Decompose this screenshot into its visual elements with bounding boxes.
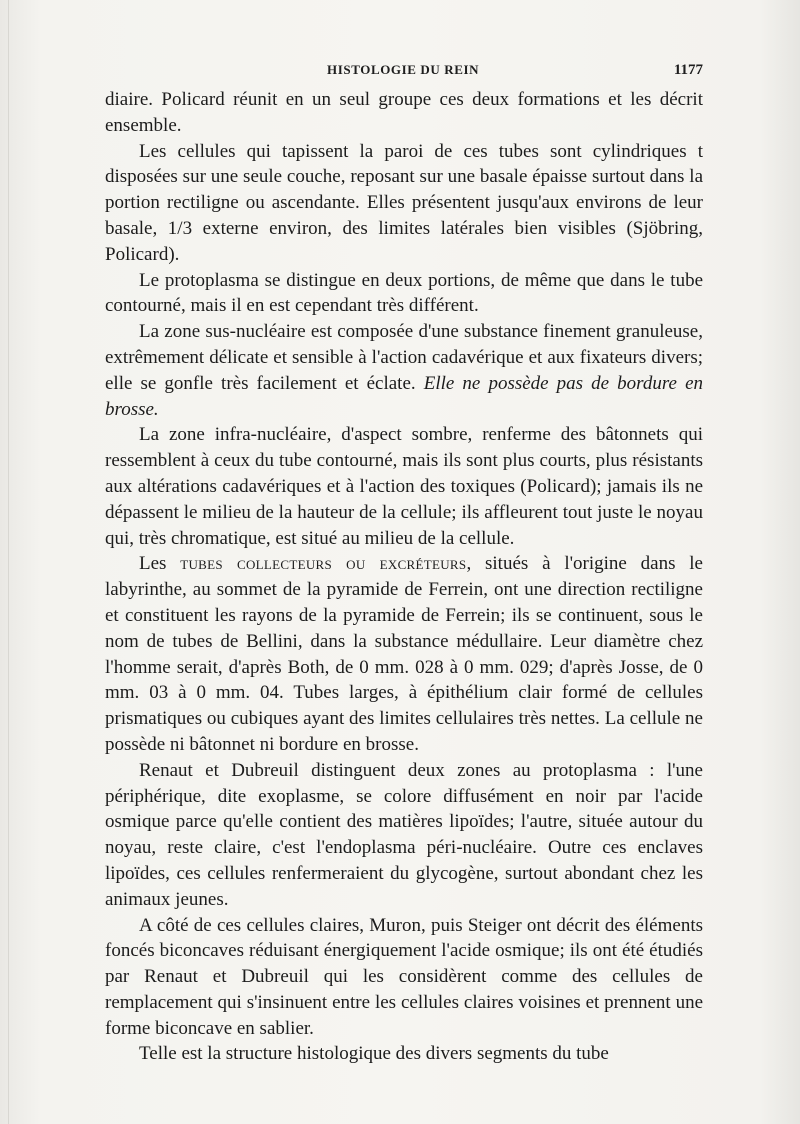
paragraph-protoplasma: [105, 268, 703, 320]
page-number: 1177: [673, 62, 703, 78]
running-title: HISTOLOGIE DU REIN: [327, 62, 480, 77]
paragraph-telle-est: [105, 1041, 703, 1067]
paragraph-text: Le protoplasma se distingue en deux portions, de même que dans le tube contourné, mais il en est cependant très différent.: [105, 269, 703, 317]
paragraph-cellules-foncees: [105, 913, 703, 1042]
paragraph-text: A côté de ces cellules claires, Muron, puis Steiger ont décrit des éléments foncés biconcaves réduisant énergiquement l'acide osmique; ils ont été étudiés par Renaut et Dubreuil qui les considèrent comme des cellules de remplacement qui s'insinuent entre les cellules claires voisines et prennent une forme biconcave en sablier.: [105, 914, 703, 1039]
body-text: [105, 87, 703, 1067]
paragraph-smallcaps-term: tubes collecteurs ou excréteurs: [180, 553, 467, 575]
paragraph-zone-sus-nucleaire: [105, 319, 703, 422]
paragraph-cellules: [105, 139, 703, 268]
page-gutter-edge: [8, 0, 9, 1124]
paragraph-text: Les cellules qui tapissent la paroi de ces tubes sont cylindriques t disposées sur une seule couche, reposant sur une basale épaisse surtout dans la portion rectiligne ou ascendante. Elles présentent jusqu'aux environs de leur basale, 1/3 externe environ, des limites latérales bien visibles (Sjöbring, Policard).: [105, 140, 703, 265]
paragraph-text: diaire. Policard réunit en un seul groupe ces deux formations et les décrit ensemble.: [105, 89, 703, 136]
paragraph-continued: [105, 87, 703, 139]
paragraph-renaut-dubreuil: [105, 758, 703, 913]
paragraph-lead: Les: [139, 553, 167, 575]
paragraph-text: Renaut et Dubreuil distinguent deux zones au protoplasma : l'une périphérique, dite exoplasme, se colore diffusément en noir par l'acide osmique parce qu'elle contient des matières lipoïdes; l'autre, située autour du noyau, reste claire, c'est l'endoplasma péri-nucléaire. Outre ces enclaves lipoïdes, ces cellules renfermeraient du glycogène, surtout abondant chez les animaux jeunes.: [105, 759, 703, 910]
paragraph-zone-infra-nucleaire: [105, 422, 703, 551]
paragraph-text: La zone sus-nucléaire est composée d'une substance finement granuleuse, extrêmement délicate et sensible à l'action cadavérique et aux fixateurs divers; elle se gonfle très facilement et éclate.: [105, 321, 703, 394]
paragraph-text: , situés à l'origine dans le labyrinthe, au sommet de la pyramide de Ferrein, ont une direction rectiligne et constituent les rayons de la pyramide de Ferrein; ils se continuent, sous le nom de tubes de Bellini, dans la substance médullaire. Leur diamètre chez l'homme serait, d'après Both, de 0 mm. 028 à 0 mm. 029; d'après Josse, de 0 mm. 03 à 0 mm. 04. Tubes larges, à épithélium clair formé de cellules prismatiques ou cubiques ayant des limites cellulaires très nettes. La cellule ne possède ni bâtonnet ni bordure en brosse.: [105, 553, 703, 755]
paragraph-tubes-collecteurs: [105, 551, 703, 757]
paragraph-text: Telle est la structure histologique des divers segments du tube: [139, 1043, 609, 1065]
paragraph-text: La zone infra-nucléaire, d'aspect sombre, renferme des bâtonnets qui ressemblent à ceux du tube contourné, mais ils sont plus courts, plus résistants aux altérations cadavériques et à l'action des toxiques (Policard); jamais ils ne dépassent le milieu de la hauteur de la cellule; ils affleurent tout juste le noyau qui, très chromatique, est situé au milieu de la cellule.: [105, 424, 703, 549]
paragraph-italic-text: Elle ne possède pas de bordure en brosse.: [105, 372, 704, 420]
page-header: [105, 62, 703, 82]
